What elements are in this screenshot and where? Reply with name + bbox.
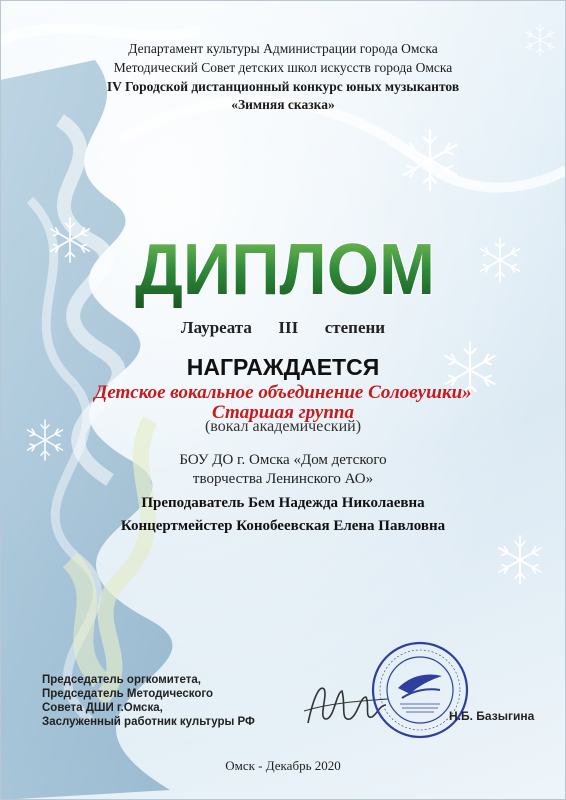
contest-title: «Зимняя сказка»	[231, 97, 335, 112]
signatory-line-2: Председатель Методического	[42, 688, 214, 700]
recipient-group: Старшая группа	[212, 402, 354, 423]
recipient-genre: (вокал академический)	[204, 418, 362, 435]
institution-line-2: творчества Ленинского АО»	[192, 471, 374, 487]
degree-number: III	[278, 318, 299, 337]
contest-name: IV Городской дистанционный конкурс юных музыкантов	[106, 79, 460, 94]
degree-line	[0, 318, 566, 338]
signatory-block	[42, 673, 255, 729]
degree-word-stepeni: степени	[324, 318, 386, 337]
signatory-line-1: Председатель оргкомитета,	[42, 674, 201, 686]
diploma-title-text: ДИПЛОМ	[135, 230, 435, 308]
signatory-line-3: Совета ДШИ г.Омска,	[42, 702, 163, 714]
teacher-line: Преподаватель Бем Надежда Николаевна	[141, 495, 425, 511]
footer-place-date: Омск - Декабрь 2020	[225, 758, 341, 773]
header-line-2: Методический Совет детских школ искусств города Омска	[113, 60, 453, 75]
awarded-heading: НАГРАЖДАЕТСЯ	[186, 354, 380, 380]
diploma-title	[130, 228, 440, 308]
institution-line-1: БОУ ДО г. Омска «Дом детского	[179, 452, 387, 468]
header-line-1: Департамент культуры Администрации города Омска	[128, 41, 438, 56]
recipient-name: Детское вокальное объединение Соловушки»	[94, 382, 472, 403]
accompanist-line: Концертмейстер Конобеевская Елена Павловна	[120, 518, 446, 534]
signatory-name: Н.Б. Базыгина	[449, 709, 535, 723]
signatory-line-4: Заслуженный работник культуры РФ	[42, 716, 255, 728]
official-stamp	[370, 640, 470, 740]
degree-word-laureate: Лауреата	[180, 318, 252, 337]
